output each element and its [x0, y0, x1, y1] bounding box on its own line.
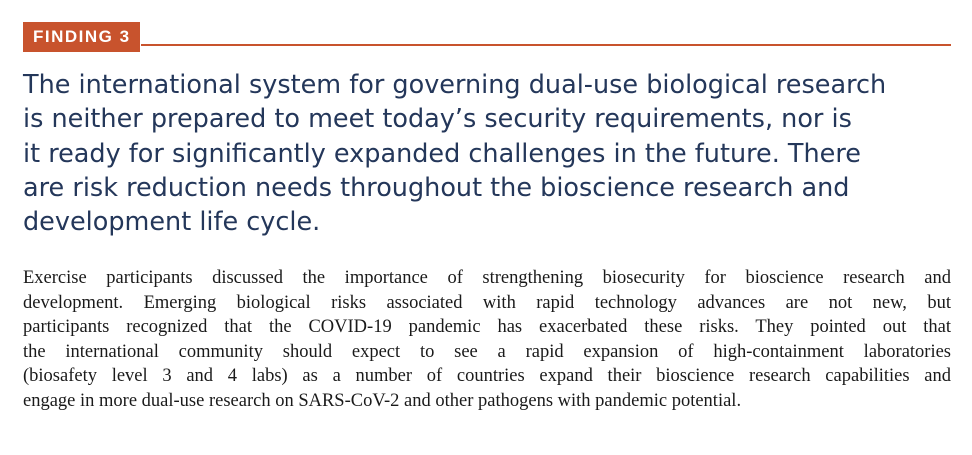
headline-line: development life cycle.: [23, 207, 321, 238]
body-line: Exercise participants discussed the importance of strengthening biosecurity for bioscience research and: [23, 268, 951, 288]
body-line: participants recognized that the COVID-19 pandemic has exacerbated these risks. They pointed out that: [23, 317, 951, 337]
body-line: the international community should expect to see a rapid expansion of high-containment laboratories: [23, 341, 951, 362]
headline-line: it ready for significantly expanded challenges in the future. There: [23, 138, 861, 169]
body-line: (biosafety level 3 and 4 labs) as a number of countries expand their bioscience research capabilities and: [23, 366, 951, 386]
finding-badge: FINDING 3: [23, 22, 140, 52]
header-rule: [141, 44, 951, 46]
headline-line: are risk reduction needs throughout the bioscience research and: [23, 172, 850, 203]
body-line: engage in more dual-use research on SARS-CoV-2 and other pathogens with pandemic potential.: [23, 390, 742, 411]
body-paragraph: [23, 266, 951, 413]
finding-header: [23, 22, 951, 52]
body-line: development. Emerging biological risks associated with rapid technology advances are not new, but: [23, 292, 951, 313]
headline-line: is neither prepared to meet today’s security requirements, nor is: [23, 104, 852, 135]
finding-headline: [23, 68, 943, 239]
headline-line: The international system for governing dual-use biological research: [23, 70, 887, 100]
